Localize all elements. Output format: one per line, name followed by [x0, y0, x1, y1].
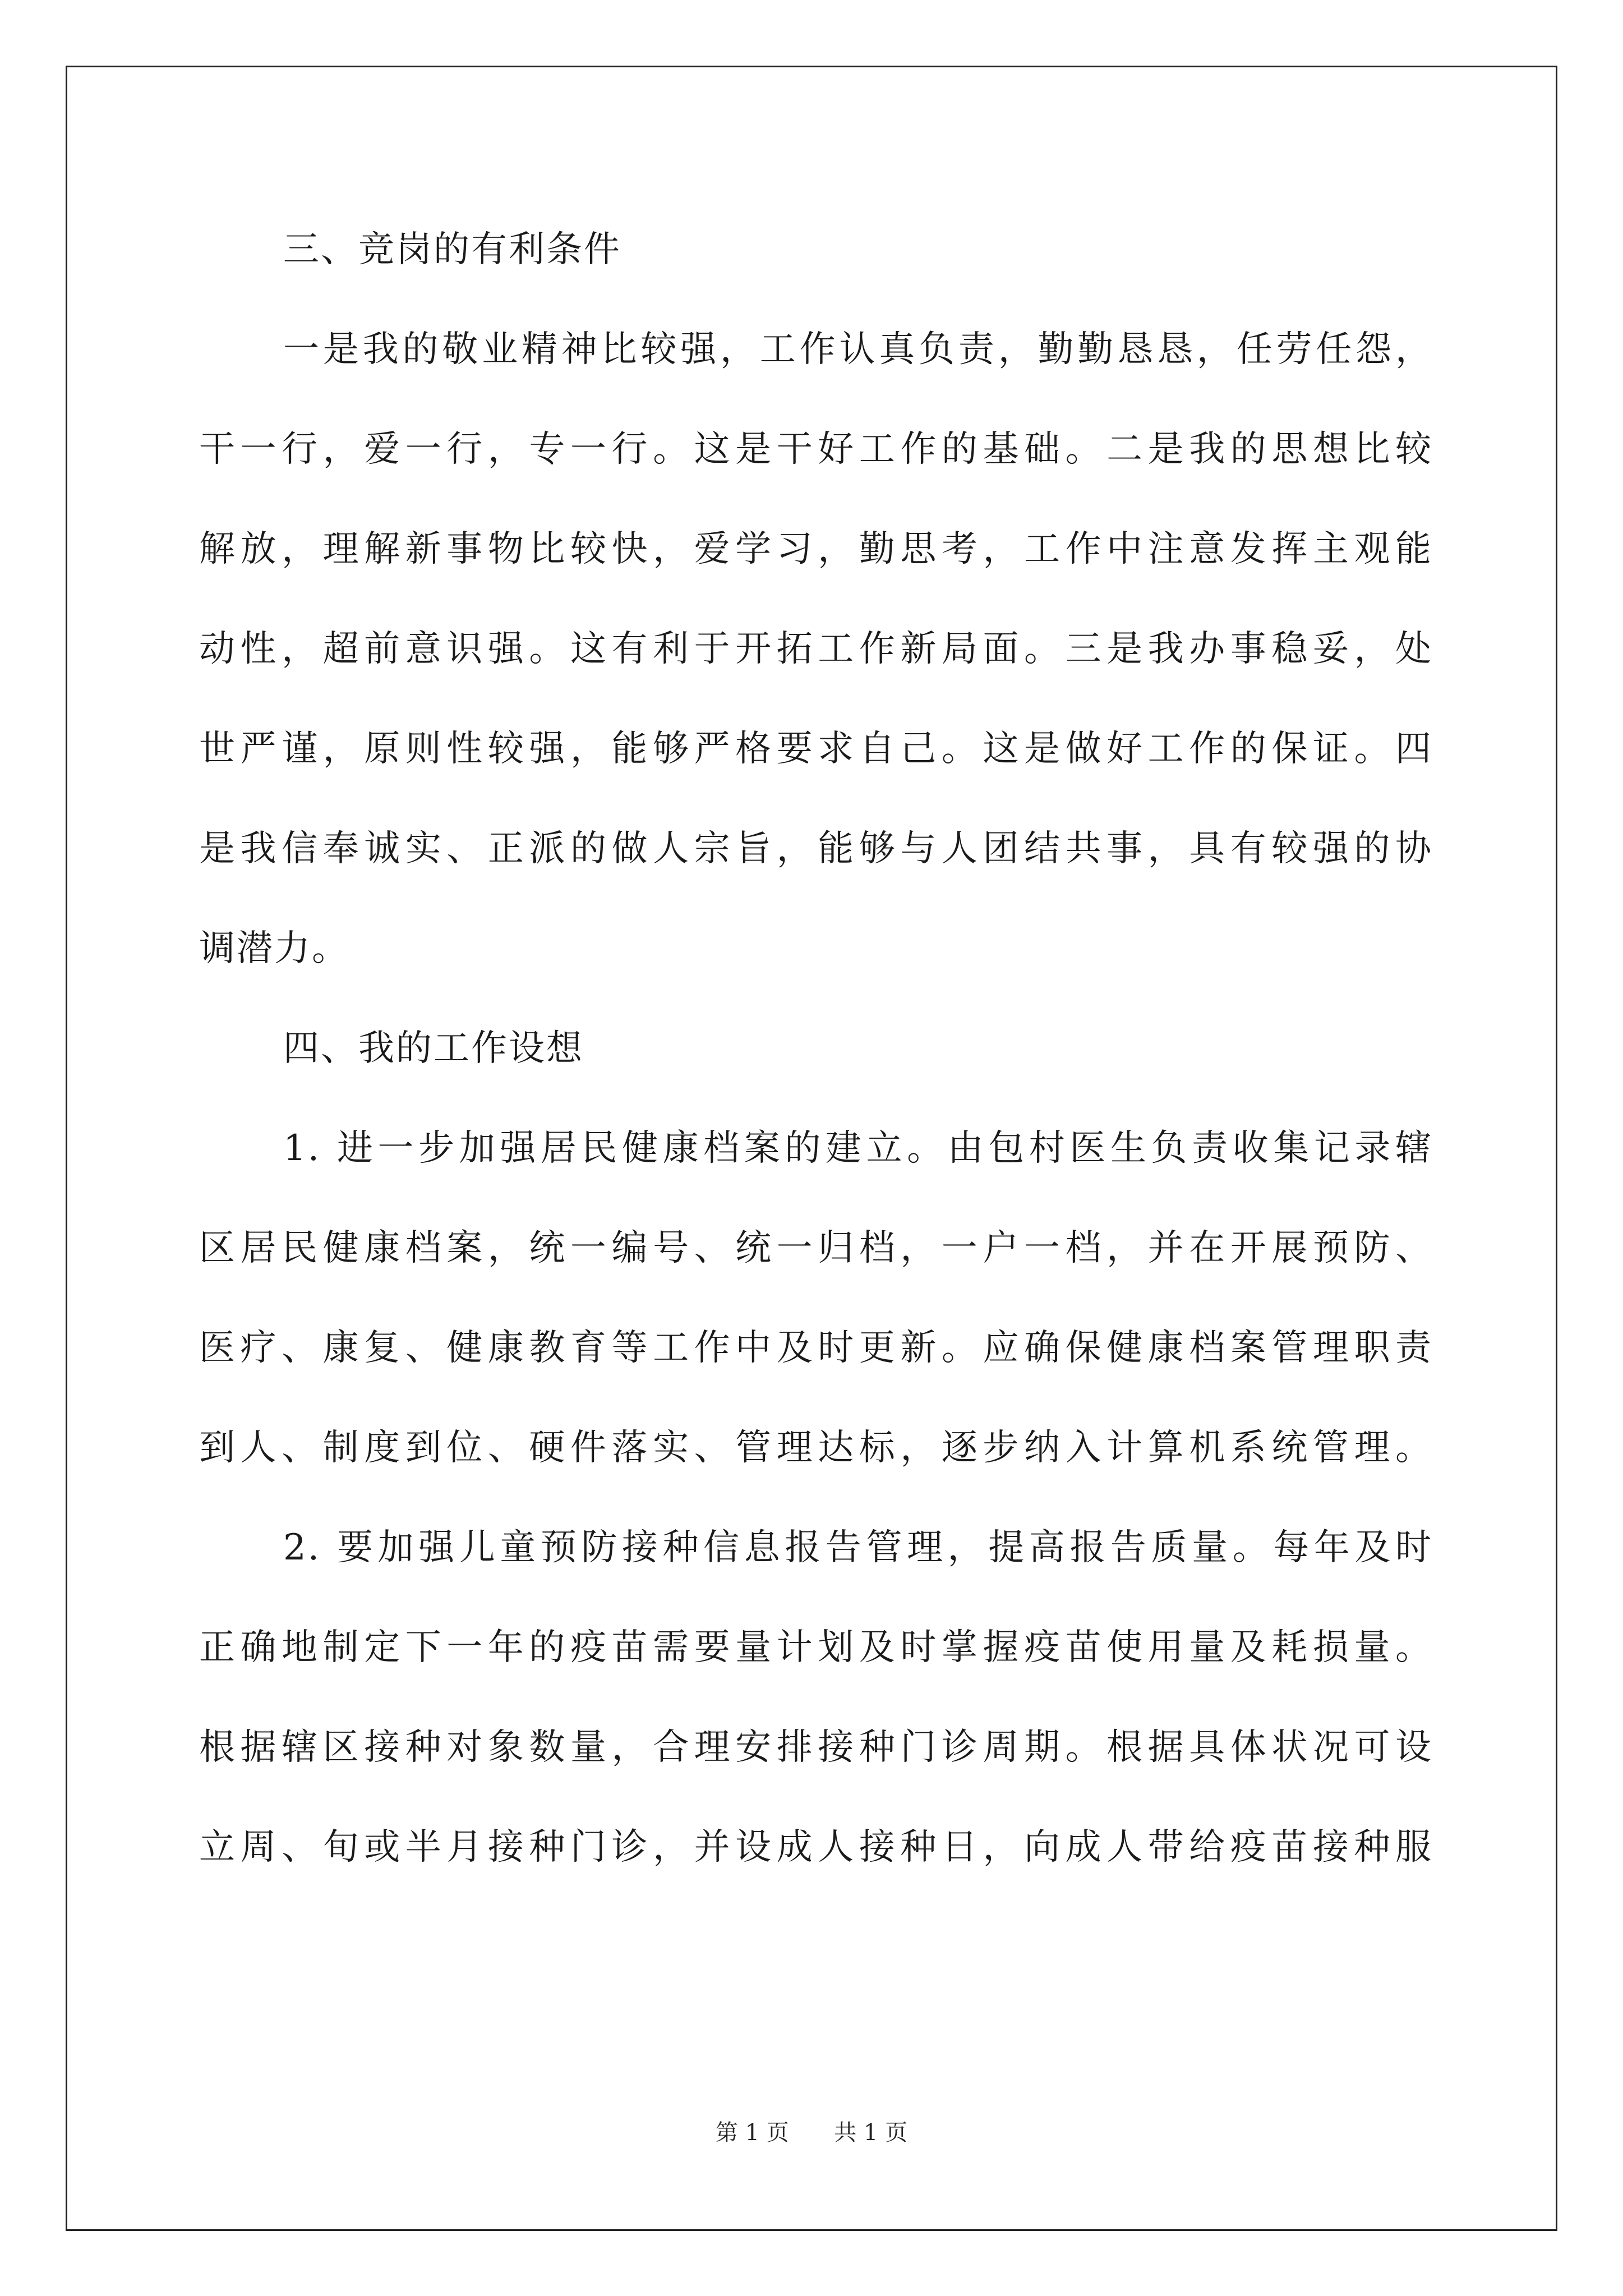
paragraph-line: 根据辖区接种对象数量，合理安排接种门诊周期。根据具体状况可设: [199, 1727, 1433, 1768]
page-footer: [0, 2115, 1623, 2147]
paragraph-line: 立周、旬或半月接种门诊，并设成人接种日，向成人带给疫苗接种服: [199, 1826, 1433, 1868]
section-heading-3: 三、竞岗的有利条件: [283, 229, 621, 270]
page-number-total: 共 1 页: [834, 2120, 908, 2146]
paragraph-line: 世严谨，原则性较强，能够严格要求自己。这是做好工作的保证。四: [199, 728, 1433, 770]
document-body: [199, 222, 1433, 1919]
paragraph-line: 干一行，爱一行，专一行。这是干好工作的基础。二是我的思想比较: [199, 429, 1433, 470]
paragraph-line: 解放，理解新事物比较快，爱学习，勤思考，工作中注意发挥主观能: [199, 528, 1433, 570]
paragraph-line: 一是我的敬业精神比较强，工作认真负责，勤勤恳恳，任劳任怨，: [283, 329, 1433, 370]
paragraph-line: 2. 要加强儿童预防接种信息报告管理，提高报告质量。每年及时: [283, 1527, 1433, 1568]
section-heading-4: 四、我的工作设想: [283, 1028, 584, 1069]
paragraph-line: 调潜力。: [199, 928, 349, 969]
paragraph-line: 区居民健康档案，统一编号、统一归档，一户一档，并在开展预防、: [199, 1227, 1433, 1269]
page-number-current: 第 1 页: [715, 2120, 789, 2146]
paragraph-line: 是我信奉诚实、正派的做人宗旨，能够与人团结共事，具有较强的协: [199, 828, 1433, 869]
paragraph-line: 正确地制定下一年的疫苗需要量计划及时掌握疫苗使用量及耗损量。: [199, 1627, 1433, 1668]
paragraph-line: 到人、制度到位、硬件落实、管理达标，逐步纳入计算机系统管理。: [199, 1427, 1433, 1469]
paragraph-line: 医疗、康复、健康教育等工作中及时更新。应确保健康档案管理职责: [199, 1327, 1433, 1369]
paragraph-line: 动性，超前意识强。这有利于开拓工作新局面。三是我办事稳妥，处: [199, 628, 1433, 670]
paragraph-line: 1. 进一步加强居民健康档案的建立。由包村医生负责收集记录辖: [283, 1128, 1433, 1169]
